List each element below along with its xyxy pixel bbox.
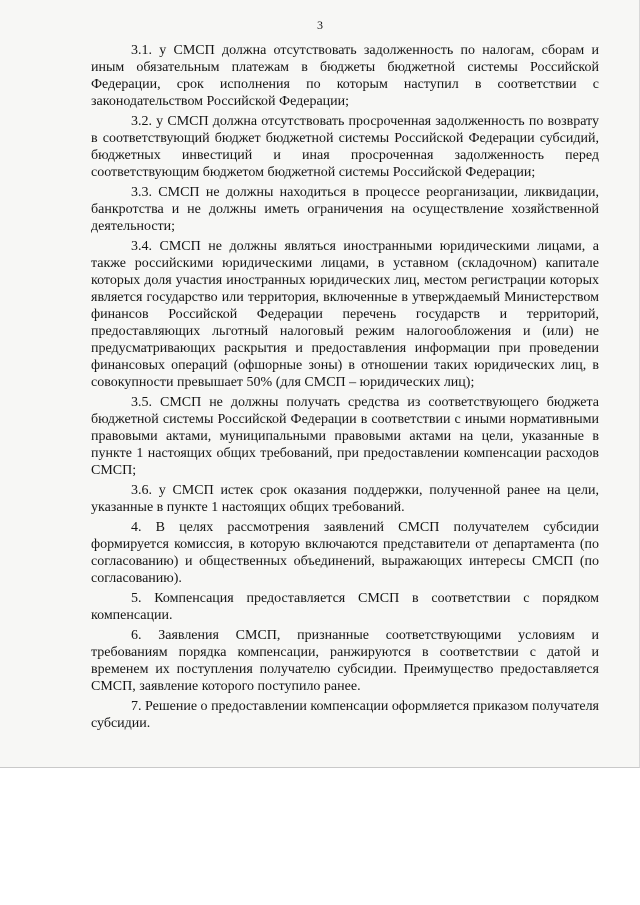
- paragraph-7: 7. Решение о предоставлении компенсации оформляется приказом получателя субсидии.: [91, 699, 599, 731]
- document-body: [91, 42, 599, 732]
- paragraph-3-4: 3.4. СМСП не должны являться иностранными юридическими лицами, а также российскими юридическими лицами, в уставном (складочном) капитале которых доля участия иностранных юридических лиц, местом регистрации которых является государство или территория, включенные в утверждаемый Министерством финансов Российской Федерации перечень государств и территорий, предоставляющих льготный налоговый режим налогообложения и (или) не предусматривающих раскрытия и предоставления информации при проведении финансовых операций (офшорные зоны) в отношении таких юридических лиц, в совокупности превышает 50% (для СМСП – юридических лиц);: [91, 239, 599, 390]
- page-number: 3: [317, 18, 323, 32]
- paragraph-3-2: 3.2. у СМСП должна отсутствовать просроченная задолженность по возврату в соответствующий бюджет бюджетной системы Российской Федерации субсидий, бюджетных инвестиций и иная просроченная задолженность перед соответствующим бюджетом бюджетной системы Российской Федерации;: [91, 114, 599, 180]
- paragraph-3-6: 3.6. у СМСП истек срок оказания поддержки, полученной ранее на цели, указанные в пункте 1 настоящих общих требований.: [91, 483, 599, 515]
- paragraph-6: 6. Заявления СМСП, признанные соответствующими условиям и требованиям порядка компенсации, ранжируются в соответствии с датой и временем их поступления получателю субсидии. Преимущество предоставляется СМСП, заявление которого поступило ранее.: [91, 628, 599, 694]
- paragraph-5: 5. Компенсация предоставляется СМСП в соответствии с порядком компенсации.: [91, 591, 599, 623]
- paragraph-3-3: 3.3. СМСП не должны находиться в процессе реорганизации, ликвидации, банкротства и не должны иметь ограничения на осуществление хозяйственной деятельности;: [91, 185, 599, 234]
- paragraph-3-1: 3.1. у СМСП должна отсутствовать задолженность по налогам, сборам и иным обязательным платежам в бюджеты бюджетной системы Российской Федерации, срок исполнения по которым наступил в соответствии с законодательством Российской Федерации;: [91, 43, 599, 109]
- paragraph-3-5: 3.5. СМСП не должны получать средства из соответствующего бюджета бюджетной системы Российской Федерации в соответствии с иными нормативными правовыми актами, муниципальными правовыми актами на цели, указанные в пункте 1 настоящих общих требований, при предоставлении компенсации расходов СМСП;: [91, 395, 599, 478]
- paragraph-4: 4. В целях рассмотрения заявлений СМСП получателем субсидии формируется комиссия, в которую включаются представители от департамента (по согласованию) и общественных объединений, выражающих интересы СМСП (по согласованию).: [91, 520, 599, 586]
